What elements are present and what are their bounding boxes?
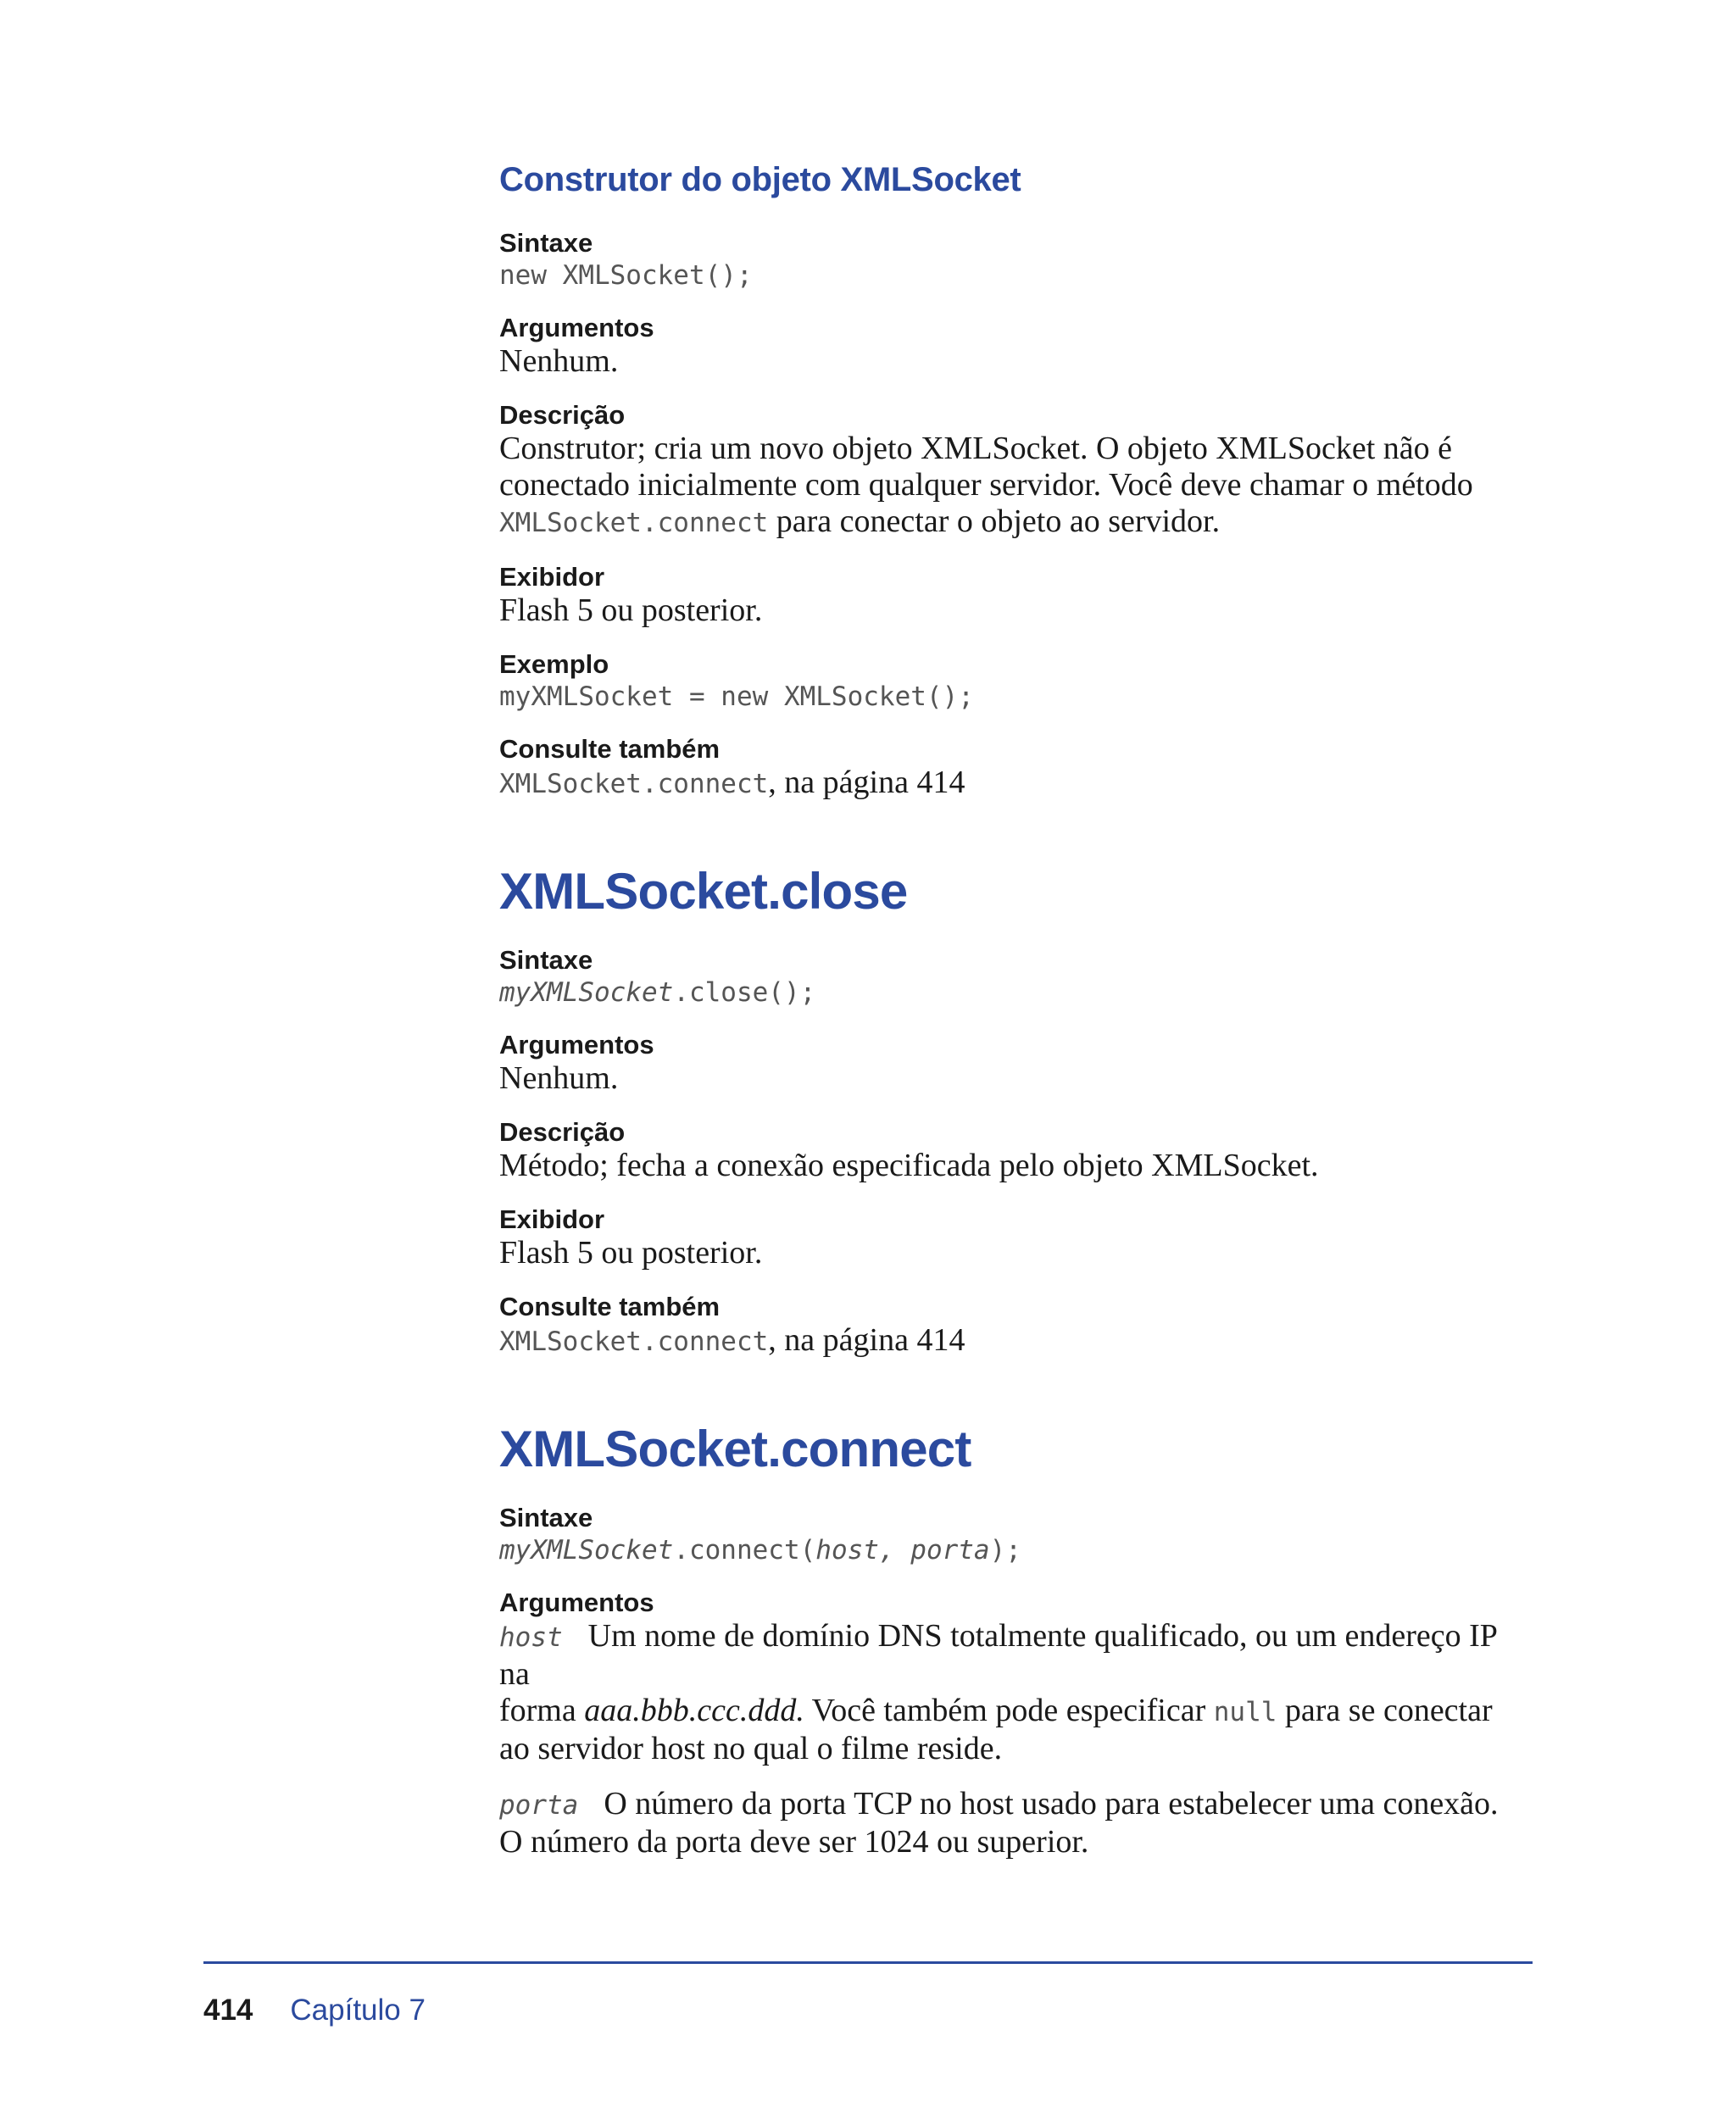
connect-heading: XMLSocket.connect (499, 1421, 971, 1477)
descricao-text (499, 431, 1533, 542)
descricao-text: Método; fecha a conexão especificada pelo objeto XMLSocket. (499, 1148, 1319, 1183)
arg-porta (499, 1786, 1533, 1860)
exibidor-text: Flash 5 ou posterior. (499, 1235, 763, 1271)
exibidor-label: Exibidor (499, 562, 605, 592)
footer-rule (203, 1961, 1533, 1964)
exemplo-code: myXMLSocket = new XMLSocket(); (499, 681, 974, 712)
close-consulte (499, 1292, 1533, 1360)
sintaxe-label: Sintaxe (499, 945, 593, 975)
close-exibidor (499, 1204, 1533, 1271)
consulte-tail: , na página 414 (768, 765, 965, 800)
section-spacer (499, 823, 1533, 864)
arg-porta-line-2: O número da porta deve ser 1024 ou superior. (499, 1824, 1089, 1860)
constructor-consulte (499, 734, 1533, 803)
close-section (499, 864, 1533, 1360)
arg-host-line-2a: forma (499, 1693, 585, 1728)
chapter-label: Capítulo 7 (290, 1994, 426, 2027)
exemplo-label: Exemplo (499, 649, 609, 679)
descricao-line-1: Construtor; cria um novo objeto XMLSocket. O objeto XMLSocket não é (499, 431, 1452, 466)
arg-porta-line-1: O número da porta TCP no host usado para estabelecer uma conexão. (604, 1786, 1499, 1821)
connect-sintaxe (499, 1503, 1533, 1567)
arg-host-line-2c: para se conectar (1277, 1693, 1493, 1728)
argumentos-text: Nenhum. (499, 343, 619, 379)
constructor-heading: Construtor do objeto XMLSocket (499, 161, 1021, 198)
descricao-code-ref: XMLSocket.connect (499, 508, 769, 538)
consulte-label: Consulte também (499, 1292, 721, 1321)
sintaxe-object: myXMLSocket (499, 977, 674, 1008)
exibidor-text: Flash 5 ou posterior. (499, 592, 763, 628)
section-spacer (499, 1381, 1533, 1421)
arg-host (499, 1618, 1533, 1767)
sintaxe-comma: , (878, 1535, 911, 1566)
page-footer (203, 1994, 426, 2027)
constructor-exemplo (499, 649, 1533, 714)
arg-host-null: null (1213, 1697, 1277, 1727)
sintaxe-label: Sintaxe (499, 1503, 593, 1532)
constructor-sintaxe (499, 228, 1533, 292)
argumentos-label: Argumentos (499, 313, 654, 342)
sintaxe-param-porta: porta (910, 1535, 990, 1566)
descricao-label: Descrição (499, 1117, 626, 1147)
sintaxe-end: ); (989, 1535, 1021, 1566)
consulte-link[interactable]: XMLSocket.connect (499, 769, 769, 799)
exibidor-label: Exibidor (499, 1204, 605, 1234)
descricao-line-3: para conectar o objeto ao servidor. (768, 503, 1221, 539)
arg-host-line-3: ao servidor host no qual o filme reside. (499, 1731, 1003, 1766)
argumentos-label: Argumentos (499, 1588, 654, 1617)
connect-section (499, 1421, 1533, 1860)
constructor-descricao (499, 400, 1533, 542)
close-sintaxe (499, 945, 1533, 1009)
sintaxe-code (499, 976, 1533, 1009)
page-content (499, 161, 1533, 1881)
descricao-label: Descrição (499, 400, 626, 430)
consulte-label: Consulte também (499, 734, 721, 764)
sintaxe-code: new XMLSocket(); (499, 260, 753, 291)
close-heading: XMLSocket.close (499, 863, 908, 920)
arg-porta-name: porta (499, 1790, 579, 1821)
arg-host-line-1: Um nome de domínio DNS totalmente qualificado, ou um endereço IP na (499, 1618, 1497, 1692)
close-argumentos (499, 1030, 1533, 1097)
sintaxe-method: .close(); (673, 977, 816, 1008)
argumentos-text: Nenhum. (499, 1060, 619, 1096)
sintaxe-label: Sintaxe (499, 228, 593, 258)
sintaxe-param-host: host (815, 1535, 879, 1566)
consulte-tail: , na página 414 (768, 1322, 965, 1358)
connect-argumentos (499, 1588, 1533, 1860)
argumentos-label: Argumentos (499, 1030, 654, 1060)
sintaxe-object: myXMLSocket (499, 1535, 674, 1566)
constructor-section (499, 161, 1533, 803)
sintaxe-method: .connect( (673, 1535, 816, 1566)
constructor-argumentos (499, 313, 1533, 380)
arg-host-line-2b: Você também pode especificar (804, 1693, 1214, 1728)
consulte-text (499, 1322, 1533, 1360)
constructor-exibidor (499, 562, 1533, 629)
descricao-line-2: conectado inicialmente com qualquer servidor. Você deve chamar o método (499, 467, 1473, 503)
arg-host-name: host (499, 1622, 563, 1653)
consulte-link[interactable]: XMLSocket.connect (499, 1326, 769, 1357)
close-descricao (499, 1117, 1533, 1184)
sintaxe-code (499, 1533, 1533, 1567)
consulte-text (499, 765, 1533, 803)
page-number: 414 (203, 1994, 253, 2027)
arg-host-ip-format: aaa.bbb.ccc.ddd. (584, 1693, 804, 1728)
